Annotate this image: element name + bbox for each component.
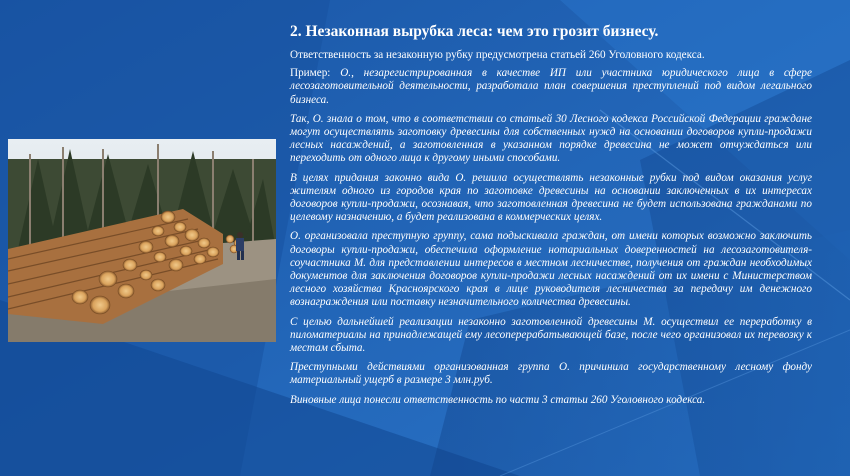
content-column: [290, 22, 812, 413]
logs-photo: [8, 139, 276, 342]
body-paragraph-3: О. организовала преступную группу, сама подыскивала граждан, от имени которых возможно заключить договоры купли-продажи, обеспечила оформление нотариальных доверенностей на лесозаготовителя-соучастника М. для представлении интересов в местном лесничестве, получения от граждан необходимых документов для заключения договоров купли-продажи лесных насаждений от их имени с Министерством лесного хозяйства Красноярского края в лице руководителя лесничества за передачу им денежного вознаграждения или поставку незначительного количества древесины.: [290, 230, 812, 309]
lead-paragraph: Ответственность за незаконную рубку предусмотрена статьей 260 Уголовного кодекса.: [290, 49, 705, 61]
example-paragraph: [290, 67, 812, 107]
example-label: Пример:: [290, 67, 341, 80]
body-paragraph-2: В целях придания законно вида О. решила осуществлять незаконные рубки под видом оказания услуг жителям одного из городов края по заготовке древесины на основании заключенных в их интересах договоров купли-продажи, осознавая, что заготовленная древесина не будет использована гражданами по целевому назначению, а будет реализована в коммерческих целях.: [290, 171, 812, 224]
example-text: О., незарегистрированная в качестве ИП или участника юридического лица в сфере лесозаготовительной деятельности, разработала план совершения преступлений под видом легального бизнеса.: [290, 67, 812, 106]
logs-photo-illustration: [8, 139, 276, 342]
body-paragraph-4: С целью дальнейшей реализации незаконно заготовленной древесины М. осуществил ее переработку в пиломатериалы на принадлежащей ему лесоперерабатывающей базе, после чего организовал их перевозку к местам сбыта.: [290, 315, 812, 355]
body-paragraph-6: Виновные лица понесли ответственность по части 3 статьи 260 Уголовного кодекса.: [290, 393, 706, 406]
slide-title: 2. Незаконная вырубка леса: чем это грозит бизнесу.: [290, 23, 659, 40]
body-paragraph-1: Так, О. знала о том, что в соответствии со статьей 30 Лесного кодекса Российской Федерации граждане могут осуществлять заготовку древесины для собственных нужд на основании договоров купли-продажи лесных насаждений, а заготовленная в указанном порядке древесина не может отчуждаться или переходить от одного лица к другому иными способами.: [290, 112, 812, 165]
body-paragraph-5: Преступными действиями организованная группа О. причинила государственному лесному фонду материальный ущерб в размере 3 млн.руб.: [290, 361, 812, 387]
